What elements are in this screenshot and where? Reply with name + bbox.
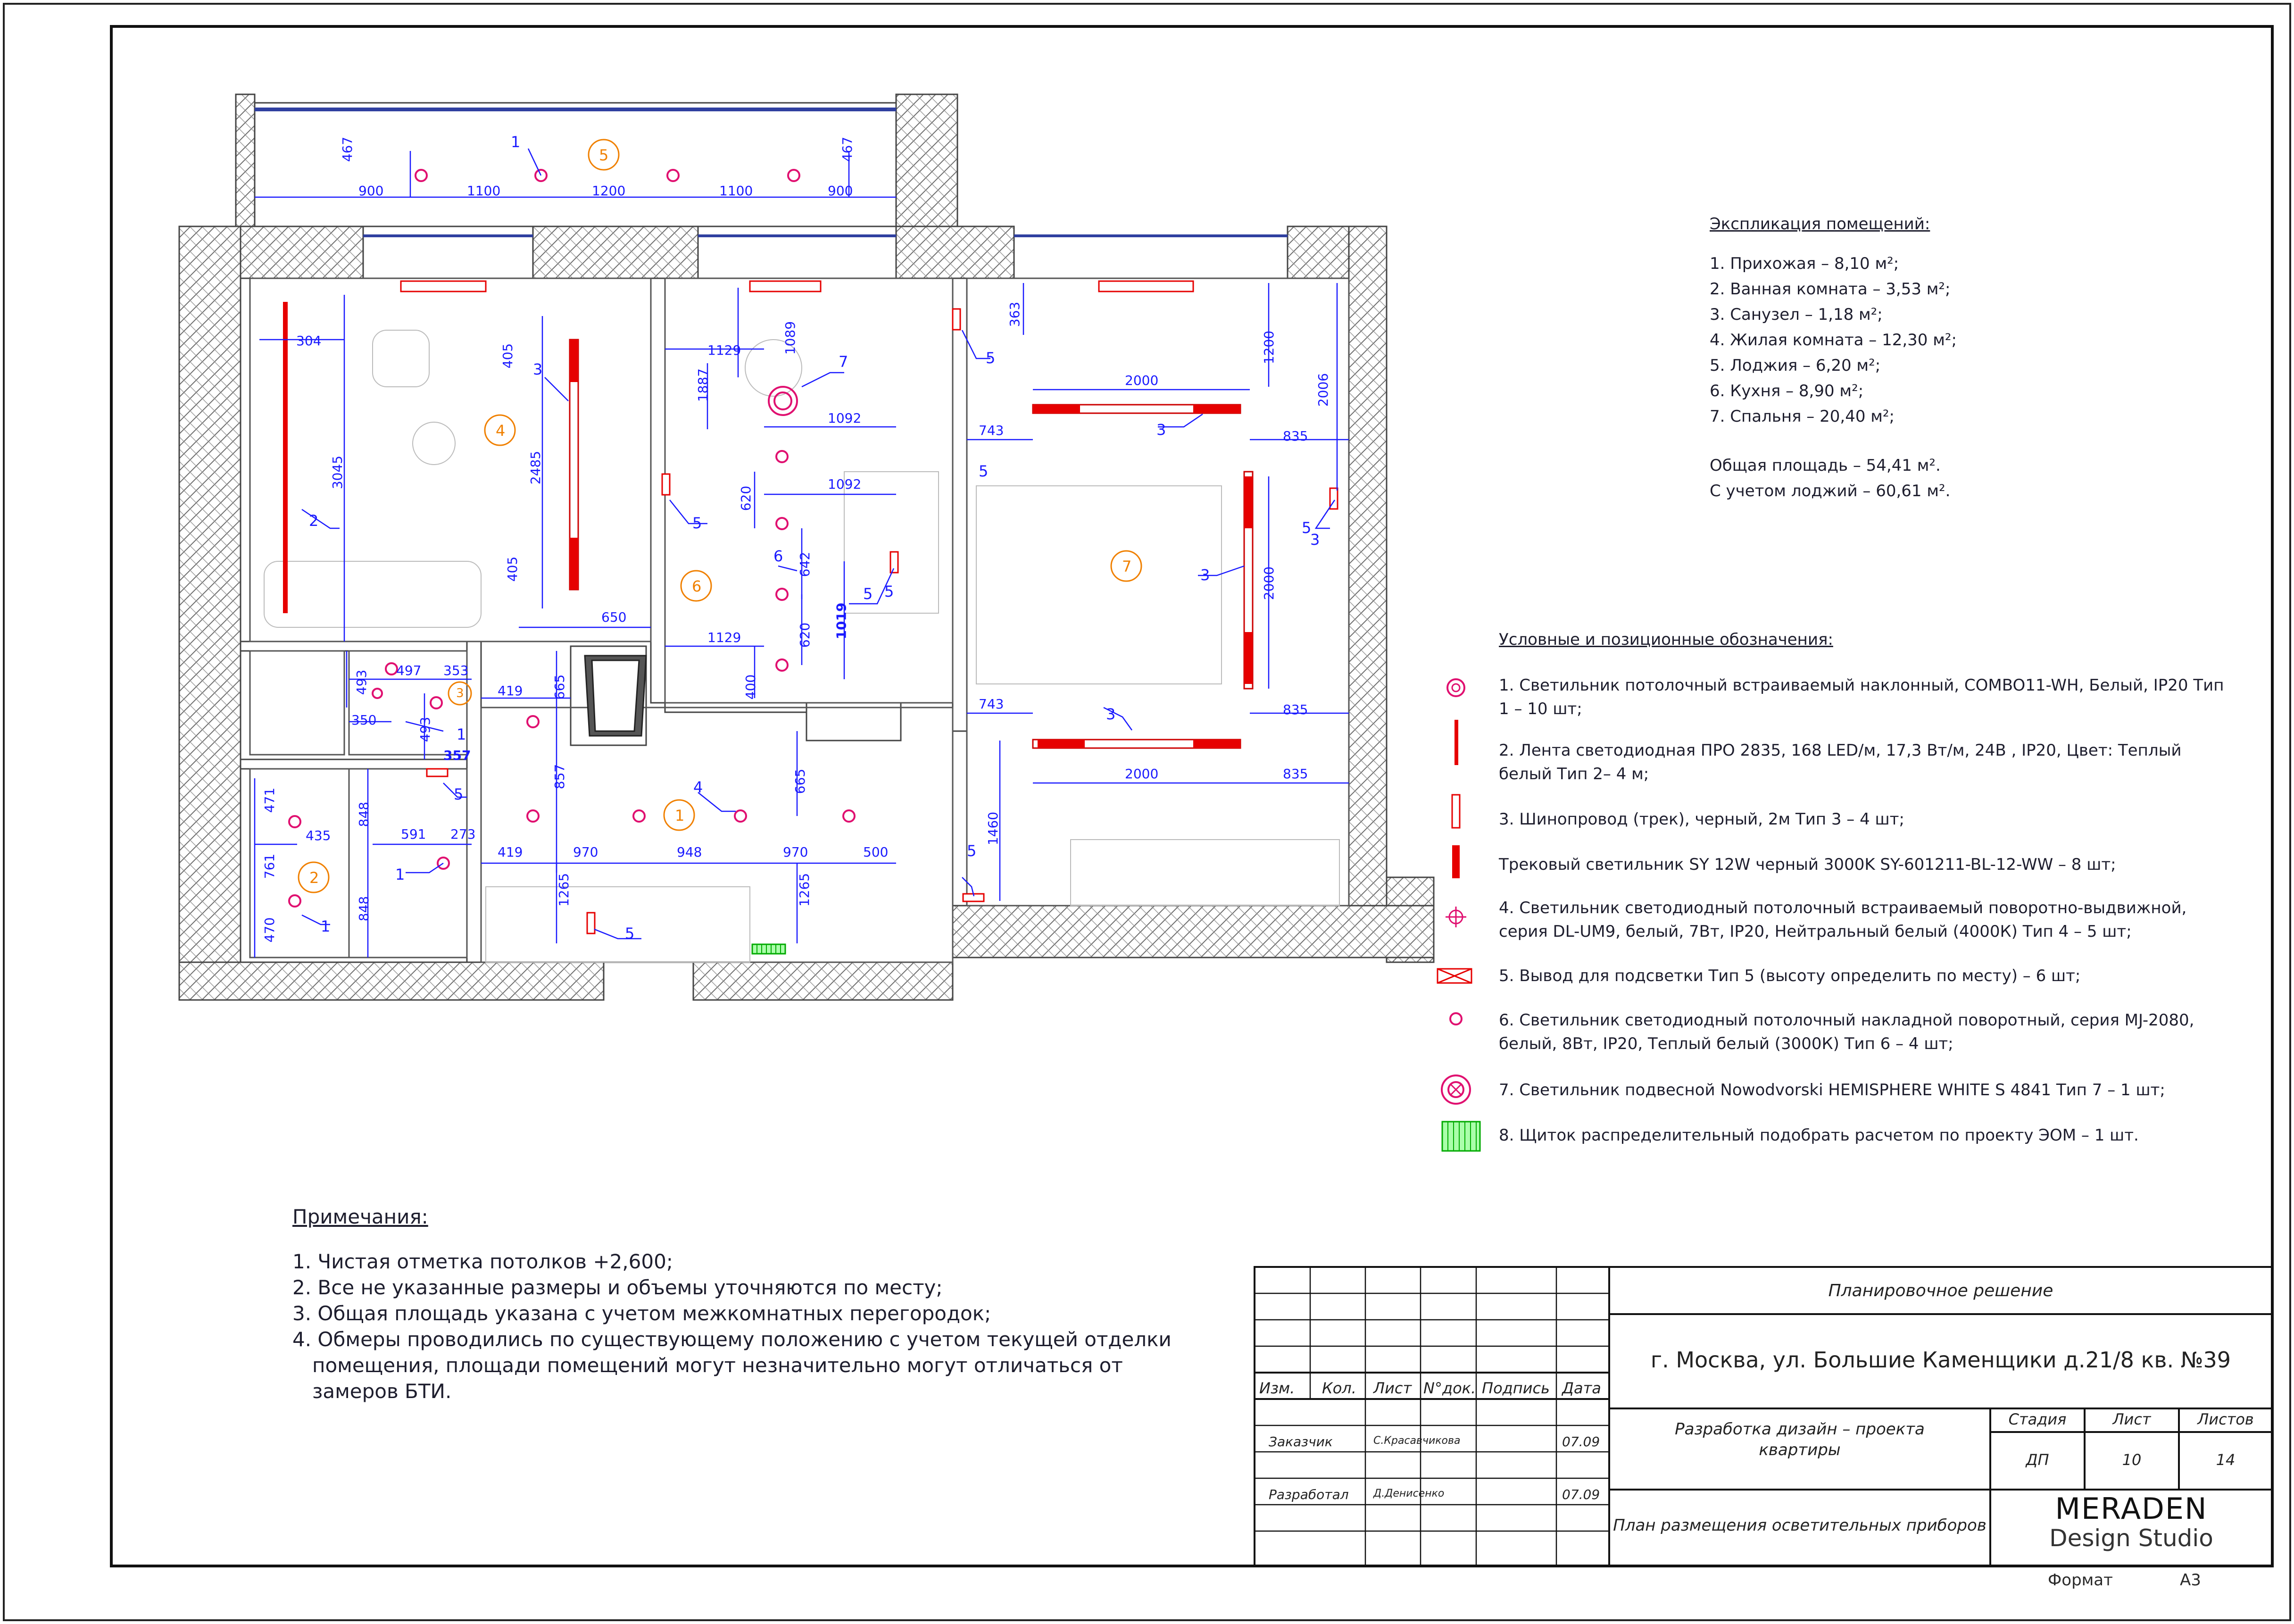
dim-label: 591	[401, 826, 426, 842]
legend-item: 1. Светильник потолочный встраиваемый наклонный, COMBO11-WH, Белый, IP20 Тип 1 – 10 шт;	[1499, 676, 2224, 718]
stage-value: ДП	[2026, 1451, 2049, 1469]
leader-number: 3	[1156, 421, 1166, 439]
dim-label: 500	[863, 844, 889, 860]
dim-label: 948	[677, 844, 702, 860]
dim-label: 743	[979, 696, 1004, 712]
leader-number: 4	[693, 778, 703, 796]
dim-label: 1100	[467, 183, 501, 199]
dim-label: 304	[296, 333, 322, 349]
distribution-board	[752, 944, 785, 954]
leader-number: 1	[457, 725, 466, 743]
dim-label: 1265	[797, 873, 813, 907]
dim-label: 493	[354, 669, 370, 695]
title-block-stamp	[1255, 1267, 1609, 1566]
dim-label: 665	[792, 768, 808, 794]
dim-label: 2000	[1125, 766, 1159, 782]
explication-title: Экспликация помещений:	[1710, 215, 1930, 233]
dim-label: 835	[1283, 702, 1308, 717]
header-date: Дата	[1562, 1379, 1601, 1397]
dim-label: 857	[552, 764, 568, 790]
leader-number: 3	[1310, 531, 1320, 549]
dim-label: 357	[443, 748, 471, 763]
track-rail-icon	[1452, 795, 1460, 828]
dim-label: 273	[450, 826, 476, 842]
explication-room: 3. Санузел – 1,18 м²;	[1710, 305, 1883, 324]
dim-label: 419	[498, 683, 523, 699]
sheet-header: Лист	[2112, 1410, 2151, 1428]
legend-item: 2. Лента светодиодная ПРО 2835, 168 LED/м, 17,3 Вт/м, 24В , IP20, Цвет: Теплый белый Тип 2– 4 м;	[1499, 741, 2182, 783]
leader-number: 5	[986, 349, 996, 367]
dim-label: 1019	[833, 602, 849, 640]
project-line-1: Разработка дизайн – проекта	[1675, 1420, 1925, 1439]
dim-label: 743	[979, 423, 1004, 438]
developer-name: Д.Денисенко	[1373, 1488, 1445, 1499]
legend-item: 8. Щиток распределительный подобрать расчетом по проекту ЭОМ – 1 шт.	[1499, 1126, 2139, 1145]
dim-label: 400	[743, 674, 759, 700]
dim-label: 1265	[556, 873, 572, 907]
leader-number: 2	[309, 512, 319, 530]
format-label: Формат	[2048, 1571, 2113, 1590]
dim-label: 1092	[828, 410, 862, 426]
room-number-5: 5	[599, 146, 609, 164]
led-strip-icon	[1455, 720, 1458, 765]
drawing-name: План размещения осветительных приборов	[1613, 1516, 1986, 1535]
dim-label: 363	[1007, 301, 1023, 327]
dim-label: 900	[358, 183, 384, 199]
dim-label: 1200	[592, 183, 626, 199]
address: г. Москва, ул. Большие Каменщики д.21/8 кв. №39	[1650, 1347, 2231, 1373]
dim-label: 1092	[828, 476, 862, 492]
dim-label: 970	[783, 844, 808, 860]
dim-label: 642	[797, 551, 813, 577]
header-list: Лист	[1373, 1379, 1412, 1397]
leader-number: 5	[979, 462, 989, 480]
developer-date: 07.09	[1562, 1487, 1600, 1502]
note-line: 2. Все не указанные размеры и объемы уточняются по месту;	[292, 1276, 943, 1299]
dim-label: 970	[573, 844, 598, 860]
leader-number: 3	[533, 360, 543, 378]
room-number-2: 2	[309, 869, 319, 887]
dim-label: 1200	[1261, 330, 1277, 365]
legend-item: 6. Светильник светодиодный потолочный накладной поворотный, серия MJ-2080, белый, 8Вт, IP20, Теплый белый (3000К) Тип 6 – 4 шт;	[1499, 1011, 2194, 1053]
dim-label: 470	[262, 917, 278, 943]
format-value: А3	[2180, 1571, 2201, 1590]
explication-room: 1. Прихожая – 8,10 м²;	[1710, 254, 1899, 273]
dim-label: 467	[340, 136, 356, 162]
dim-label: 419	[498, 844, 523, 860]
dim-label: 353	[443, 663, 469, 678]
dim-label: 835	[1283, 766, 1308, 782]
total-area: Общая площадь – 54,41 м².	[1710, 456, 1941, 475]
leader-number: 1	[395, 866, 405, 883]
dim-label: 650	[601, 609, 627, 625]
dim-label: 761	[262, 853, 278, 879]
dim-label: 405	[500, 343, 516, 369]
dim-label: 2000	[1125, 373, 1159, 388]
dim-label: 1089	[782, 321, 798, 355]
leader-number: 5	[625, 924, 635, 942]
total-area-loggia: С учетом лоджий – 60,61 м².	[1710, 482, 1951, 500]
sheets-header: Листов	[2197, 1410, 2254, 1428]
leader-number: 5	[692, 514, 702, 532]
explication-room: 4. Жилая комната – 12,30 м²;	[1710, 331, 1957, 350]
leader-number: 6	[773, 547, 783, 565]
room-number-6: 6	[692, 577, 702, 595]
leader-number: 1	[511, 133, 521, 151]
explication-room: 6. Кухня – 8,90 м²;	[1710, 382, 1864, 400]
dim-label: 848	[356, 896, 372, 922]
recessed-downlight-icon	[1447, 679, 1464, 696]
leader-number: 1	[321, 917, 331, 935]
leader-number: 5	[884, 583, 894, 600]
dim-label: 497	[396, 663, 422, 678]
customer-name: С.Красавчикова	[1373, 1435, 1461, 1447]
customer-date: 07.09	[1562, 1434, 1600, 1449]
leader-lines	[302, 149, 1335, 939]
dim-label: 471	[262, 787, 278, 813]
notes	[292, 1204, 1172, 1404]
project-line-2: квартиры	[1759, 1441, 1841, 1459]
dim-label: 1887	[695, 368, 711, 402]
dim-label: 1129	[707, 342, 741, 358]
loggia	[255, 103, 1288, 236]
dim-label: 900	[828, 183, 853, 199]
dim-label: 1100	[719, 183, 753, 199]
explication-room: 5. Лоджия – 6,20 м²;	[1710, 356, 1881, 375]
legend-item: Трековый светильник SY 12W черный 3000K SY-601211-BL-12-WW – 8 шт;	[1499, 855, 2116, 874]
explication-room: 2. Ванная комната – 3,53 м²;	[1710, 280, 1951, 299]
dim-label: 350	[351, 712, 377, 728]
header-kol: Кол.	[1322, 1379, 1356, 1397]
studio-logo-name: MERADEN	[2055, 1491, 2208, 1526]
developer-label: Разработал	[1269, 1487, 1349, 1502]
note-line: 4. Обмеры проводились по существующему положению с учетом текущей отделки	[292, 1328, 1172, 1351]
sheet-title: Планировочное решение	[1828, 1281, 2053, 1300]
sheet-value: 10	[2122, 1451, 2142, 1469]
sheets-value: 14	[2216, 1451, 2236, 1469]
dim-label: 665	[552, 674, 568, 700]
stage-header: Стадия	[2008, 1410, 2067, 1428]
studio-logo-sub: Design Studio	[2049, 1524, 2213, 1552]
dim-label: 493	[417, 716, 433, 742]
header-izm: Изм.	[1259, 1379, 1295, 1397]
led-strips	[283, 281, 1253, 748]
customer-label: Заказчик	[1269, 1434, 1333, 1449]
room-number-7: 7	[1122, 558, 1132, 575]
note-line: замеров БТИ.	[312, 1380, 452, 1403]
track-spot-icon	[1452, 845, 1460, 878]
note-line: помещения, площади помещений могут незначительно могут отличаться от	[312, 1354, 1123, 1377]
dim-label: 2006	[1315, 373, 1331, 407]
note-line: 3. Общая площадь указана с учетом межкомнатных перегородок;	[292, 1302, 991, 1325]
header-doc: N°док.	[1423, 1379, 1476, 1397]
legend-icons	[1438, 679, 1480, 1151]
leader-number: 5	[1302, 519, 1312, 537]
explication-room: 7. Спальня – 20,40 м²;	[1710, 407, 1895, 426]
header-sign: Подпись	[1482, 1379, 1550, 1397]
dim-label: 835	[1283, 428, 1308, 444]
note-line: 1. Чистая отметка потолков +2,600;	[292, 1250, 673, 1273]
dim-label: 620	[797, 622, 813, 648]
legend-item: 5. Вывод для подсветки Тип 5 (высоту определить по месту) – 6 шт;	[1499, 966, 2081, 985]
legend-title: Условные и позиционные обозначения:	[1499, 630, 1833, 649]
dim-label: 435	[306, 828, 331, 843]
room-number-1: 1	[675, 807, 685, 824]
leader-number: 7	[839, 353, 848, 371]
room-tags	[299, 140, 1141, 892]
legend-item: 7. Светильник подвесной Nowodvorski HEMISPHERE WHITE S 4841 Тип 7 – 1 шт;	[1499, 1081, 2165, 1099]
legend-item: 3. Шинопровод (трек), черный, 2м Тип 3 – 4 шт;	[1499, 810, 1904, 829]
leader-number: 5	[454, 785, 464, 803]
room-number-3: 3	[456, 686, 464, 700]
legend-item: 4. Светильник светодиодный потолочный встраиваемый поворотно-выдвижной, серия DL-UM9, белый, 7Вт, IP20, Нейтральный белый (4000К) Тип 4 – 5 шт;	[1499, 899, 2187, 941]
notes-title: Примечания:	[292, 1205, 428, 1228]
dim-label: 405	[505, 556, 521, 582]
leader-number: 5	[863, 585, 873, 603]
dim-label: 848	[356, 801, 372, 827]
leader-number: 3	[1106, 705, 1116, 723]
explication	[1710, 211, 1957, 504]
dim-label: 620	[738, 485, 754, 511]
dim-label: 2000	[1261, 566, 1277, 600]
dim-label: 1460	[985, 811, 1001, 846]
dim-label: 2485	[528, 450, 544, 485]
fixtures	[289, 170, 799, 907]
dim-label: 1129	[707, 630, 741, 645]
leader-number: 3	[1200, 566, 1210, 584]
leader-number: 5	[967, 842, 977, 860]
dim-label: 3045	[330, 455, 346, 490]
surface-spot-icon	[1450, 1013, 1462, 1024]
room-number-4: 4	[496, 422, 506, 440]
dim-label: 467	[839, 136, 856, 162]
